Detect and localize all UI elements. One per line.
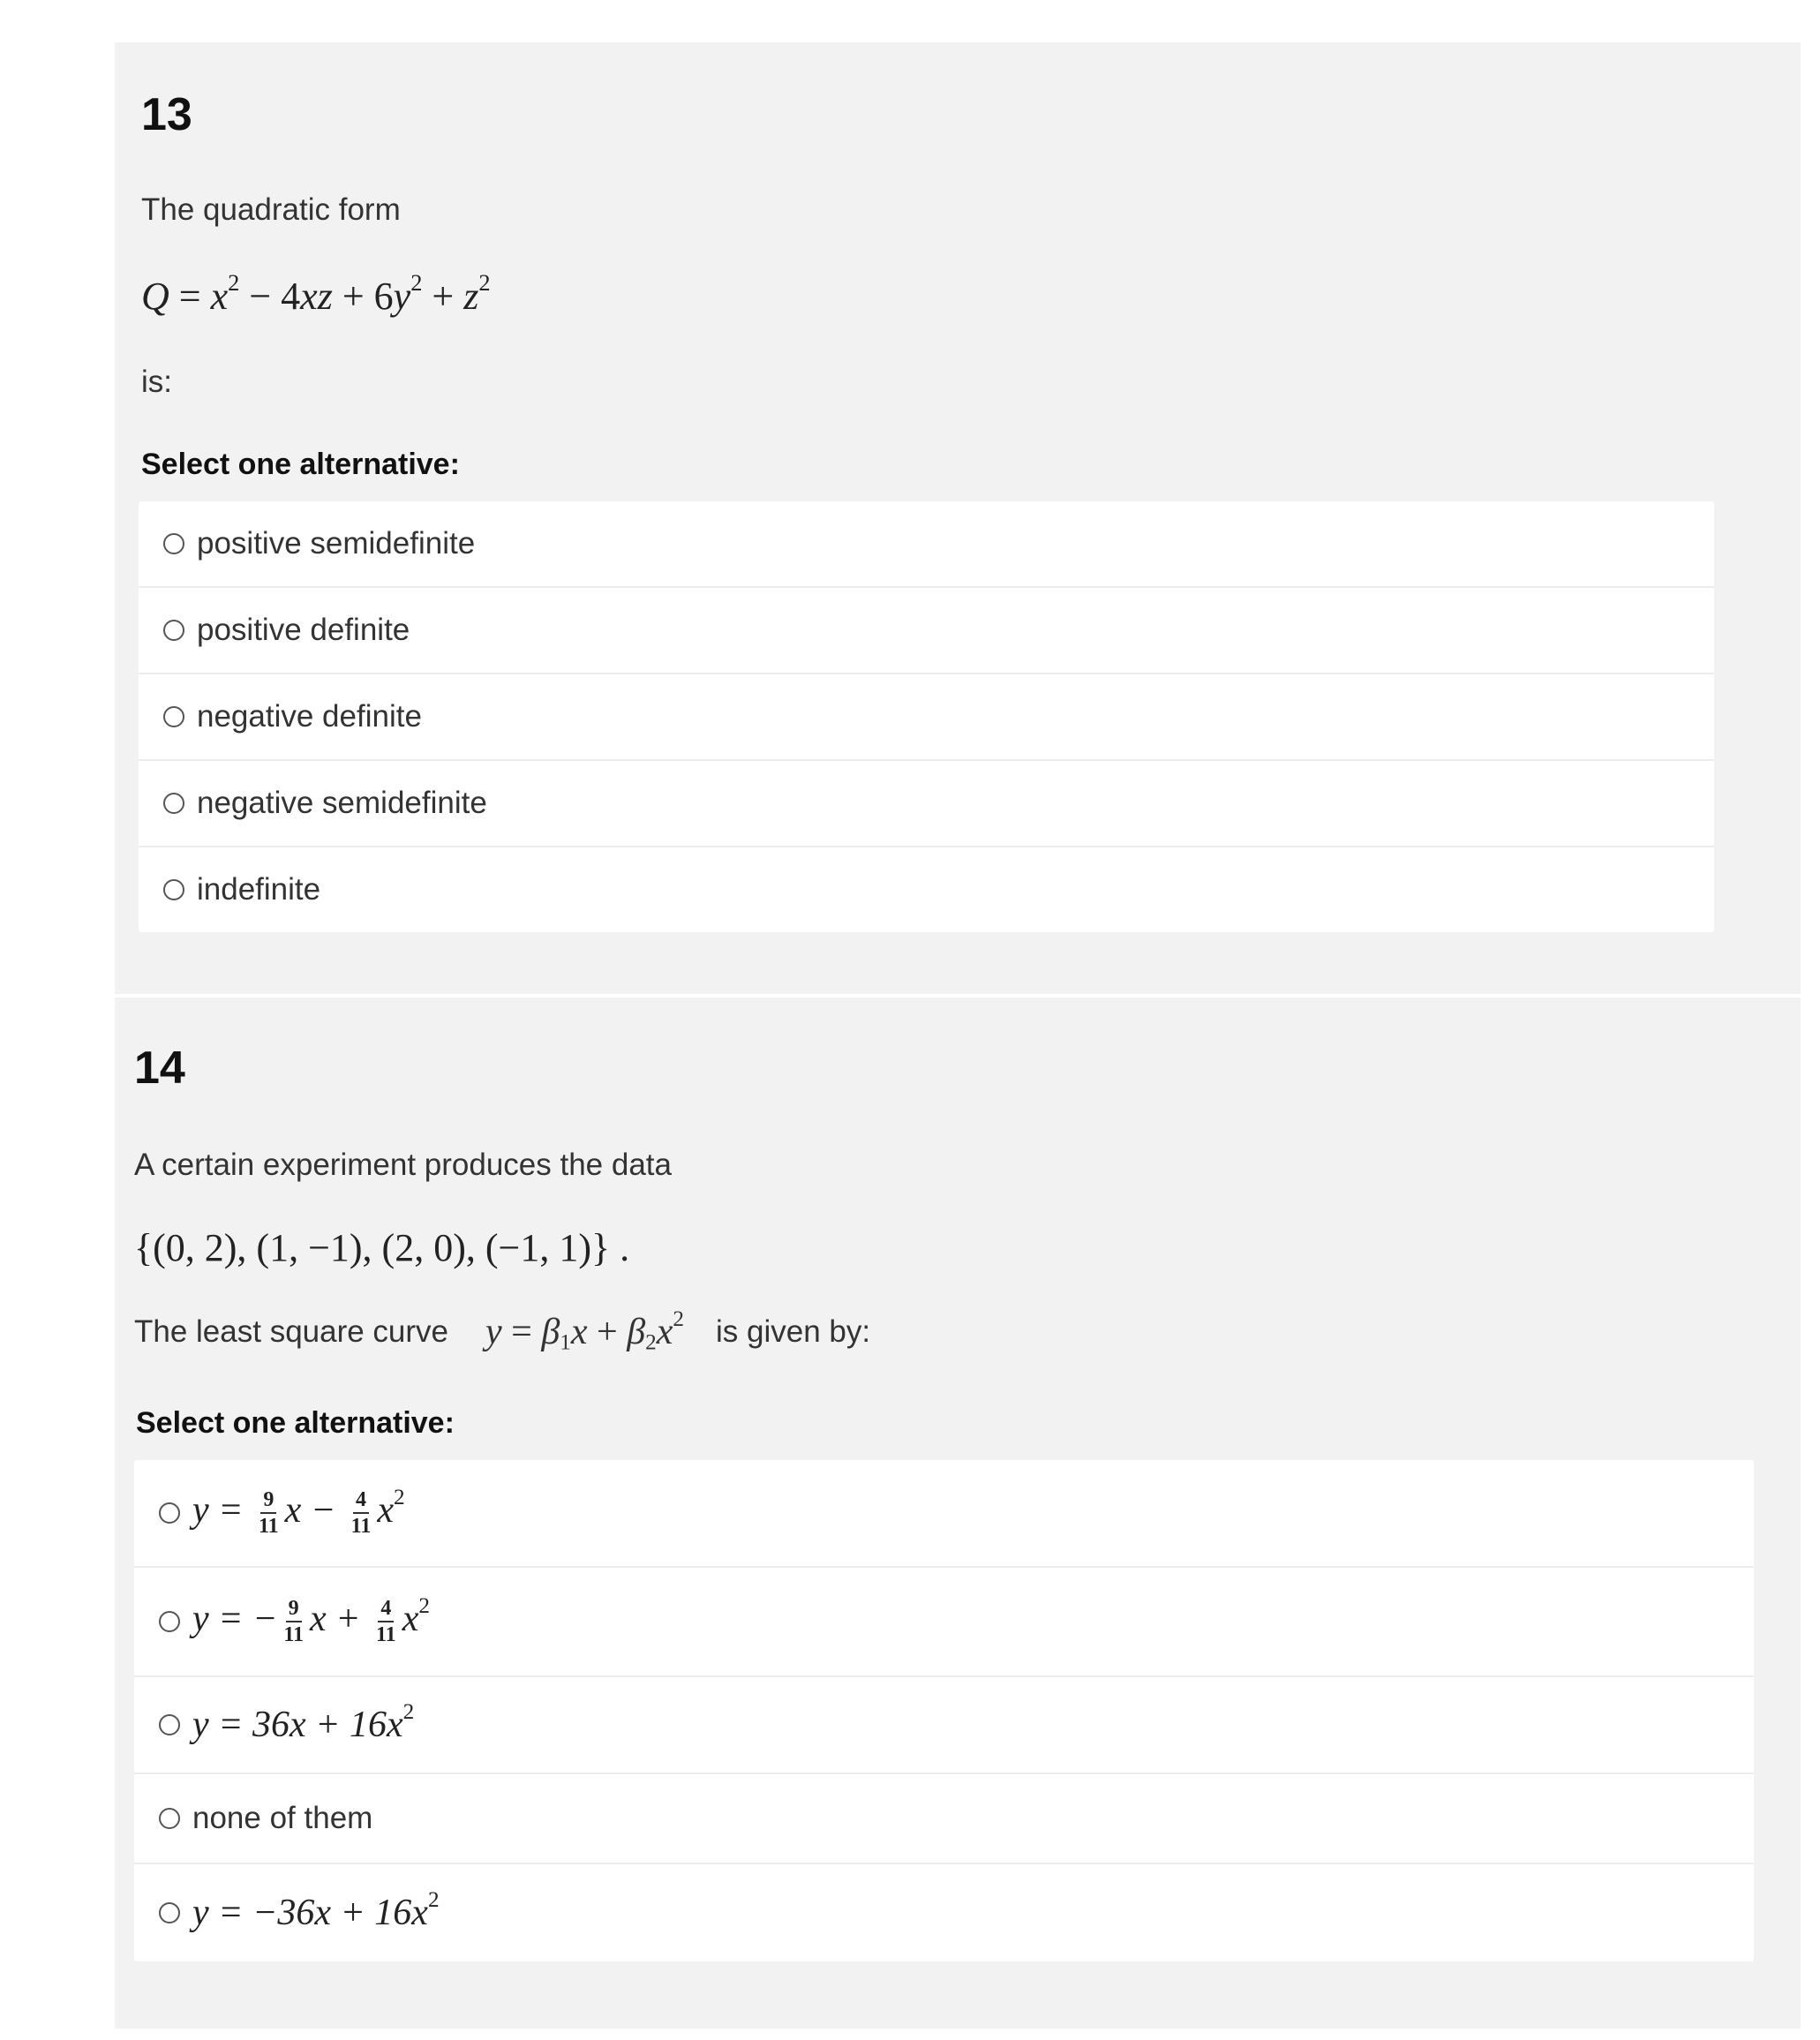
- option-formula: $y = -36x + 16x^2$: [192, 1887, 440, 1933]
- option-label: positive definite: [197, 613, 410, 647]
- select-one-label: Select one alternative:: [141, 448, 460, 481]
- option-a[interactable]: [134, 1460, 1754, 1568]
- radio-button[interactable]: [159, 1808, 180, 1829]
- radio-button[interactable]: [159, 1902, 180, 1923]
- radio-button[interactable]: [163, 706, 184, 727]
- question-13-card: [115, 42, 1801, 994]
- option-positive-definite[interactable]: [139, 588, 1714, 674]
- option-b[interactable]: [134, 1568, 1754, 1677]
- question-tail: is:: [141, 365, 172, 399]
- curve-formula: $y = \beta_1x + \beta_2x^2$: [485, 1306, 684, 1355]
- curve-prefix: The least square curve: [134, 1314, 449, 1349]
- question-number: 13: [141, 89, 192, 140]
- option-label: negative semidefinite: [197, 786, 487, 820]
- curve-suffix: is given by:: [715, 1314, 871, 1349]
- option-formula: y = $\frac{9}{11}$ x − $\frac{4}{11}$ $x^2$: [192, 1485, 405, 1539]
- radio-button[interactable]: [163, 879, 184, 900]
- options-list: [134, 1460, 1754, 1961]
- option-label: indefinite: [197, 872, 321, 907]
- radio-button[interactable]: [163, 620, 184, 641]
- option-formula: y = − $\frac{9}{11}$ x + $\frac{4}{11}$ $x^2$: [192, 1593, 430, 1647]
- option-c[interactable]: [134, 1677, 1754, 1774]
- select-one-label: Select one alternative:: [136, 1406, 455, 1440]
- option-d[interactable]: [134, 1774, 1754, 1864]
- question-14-card: [115, 997, 1801, 2029]
- option-label: none of them: [192, 1801, 373, 1835]
- radio-button[interactable]: [159, 1502, 180, 1524]
- option-negative-definite[interactable]: [139, 674, 1714, 761]
- option-e[interactable]: [134, 1864, 1754, 1961]
- least-square-curve-line: [134, 1306, 1781, 1355]
- quadratic-form-formula: $Q = x^2 - 4xz + 6y^2 + z^2$: [141, 268, 491, 318]
- radio-button[interactable]: [163, 793, 184, 814]
- radio-button[interactable]: [159, 1611, 180, 1632]
- options-list: [139, 501, 1714, 932]
- data-set-formula: {(0, 2), (1, −1), (2, 0), (−1, 1)} .: [134, 1226, 630, 1269]
- radio-button[interactable]: [159, 1714, 180, 1735]
- radio-button[interactable]: [163, 533, 184, 554]
- option-formula: $y = 36x + 16x^2$: [192, 1699, 415, 1745]
- question-intro: A certain experiment produces the data: [134, 1148, 672, 1182]
- option-positive-semidefinite[interactable]: [139, 501, 1714, 588]
- question-number: 14: [134, 1043, 185, 1094]
- option-label: positive semidefinite: [197, 526, 476, 561]
- question-intro: The quadratic form: [141, 192, 401, 227]
- option-negative-semidefinite[interactable]: [139, 761, 1714, 847]
- option-label: negative definite: [197, 699, 422, 734]
- option-indefinite[interactable]: [139, 847, 1714, 932]
